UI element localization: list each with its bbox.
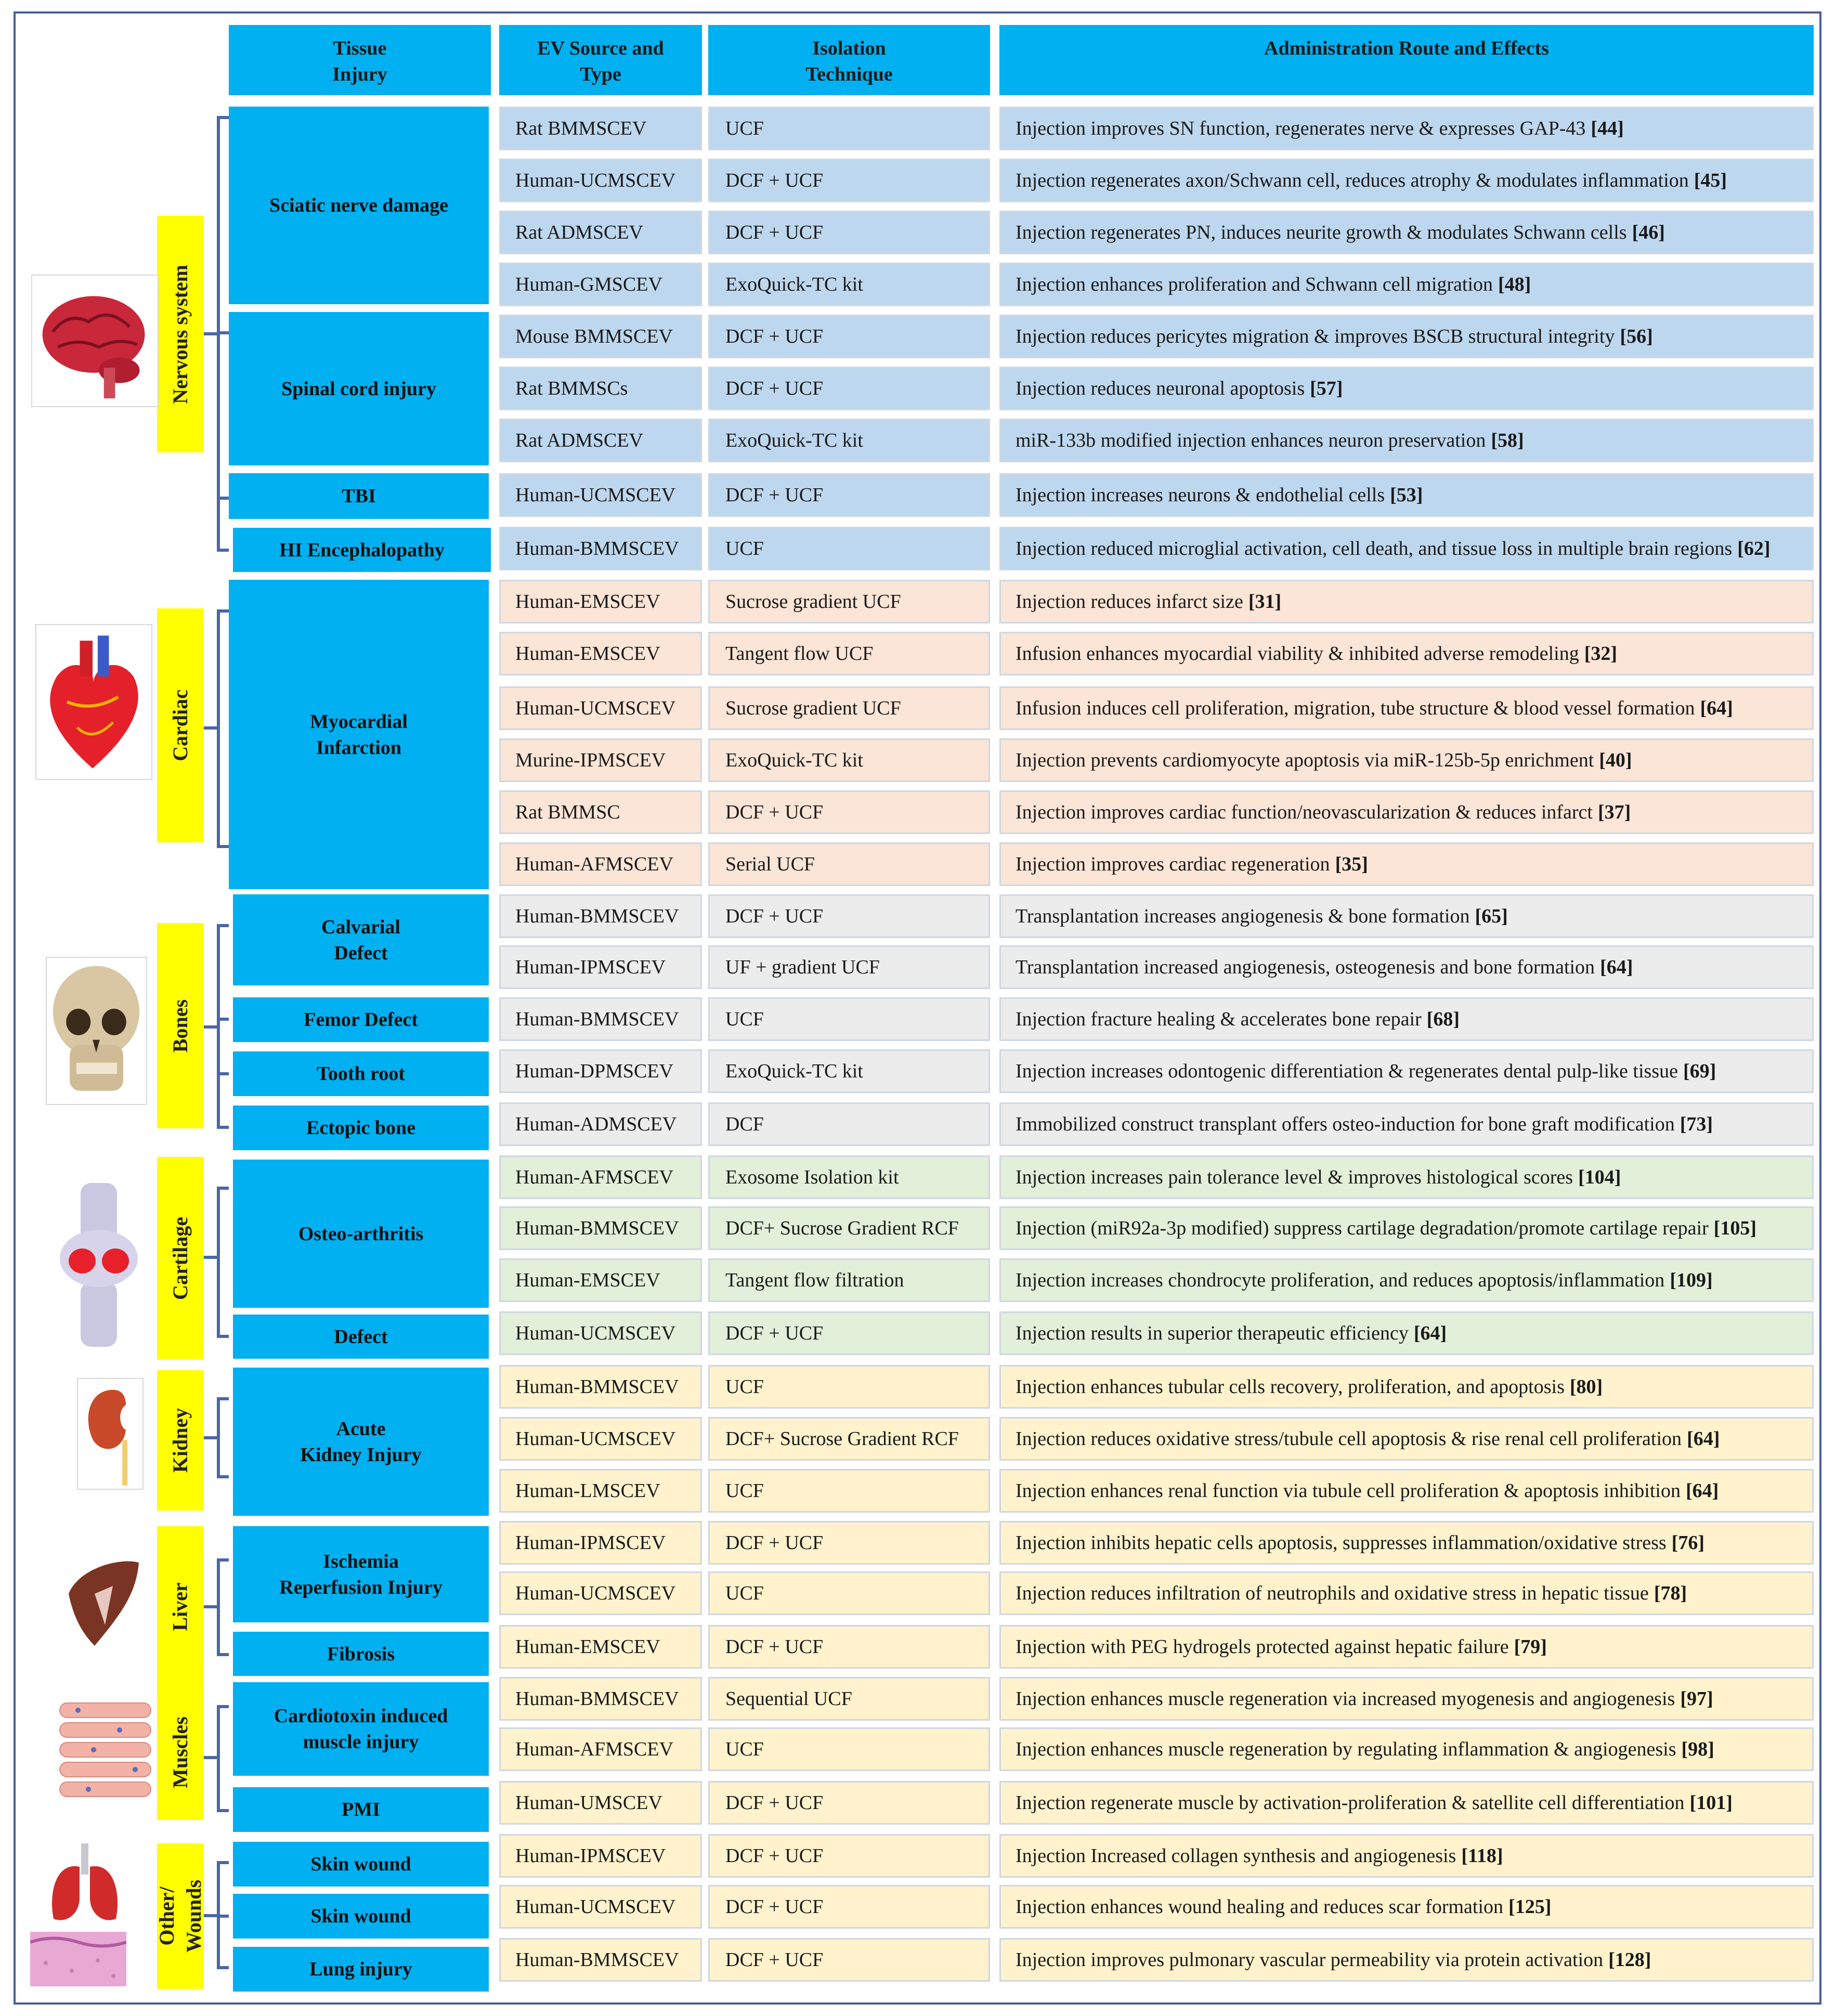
system-label-muscles: Muscles bbox=[157, 1685, 204, 1820]
ev-source-cell: Human-AFMSCEV bbox=[499, 1727, 702, 1771]
reference-number: [69] bbox=[1683, 1060, 1716, 1082]
reference-number: [78] bbox=[1654, 1582, 1687, 1604]
isolation-technique-cell: DCF + UCF bbox=[708, 315, 990, 358]
system-label-other-wounds: Other/ Wounds bbox=[157, 1843, 204, 1989]
reference-number: [62] bbox=[1737, 538, 1771, 560]
ev-source-cell: Rat BMMSC bbox=[499, 790, 702, 834]
ev-source-cell: Human-AFMSCEV bbox=[499, 1155, 702, 1199]
liver-icon bbox=[63, 1547, 144, 1656]
muscle-fibers-icon bbox=[57, 1698, 153, 1807]
isolation-technique-cell: Tangent flow UCF bbox=[708, 632, 990, 675]
administration-effect-cell: Injection reduces oxidative stress/tubule cell apoptosis & rise renal cell proliferation [64] bbox=[999, 1417, 1814, 1461]
reference-number: [64] bbox=[1600, 956, 1633, 978]
reference-number: [64] bbox=[1687, 1428, 1720, 1450]
reference-number: [97] bbox=[1680, 1688, 1713, 1710]
reference-number: [48] bbox=[1498, 274, 1531, 295]
ev-source-cell: Human-BMMSCEV bbox=[499, 997, 702, 1041]
reference-number: [125] bbox=[1508, 1896, 1552, 1918]
reference-number: [53] bbox=[1390, 484, 1423, 506]
header-administration-effects: Administration Route and Effects bbox=[999, 25, 1814, 95]
isolation-technique-cell: Tangent flow filtration bbox=[708, 1258, 990, 1302]
reference-number: [32] bbox=[1584, 643, 1618, 665]
ev-source-cell: Mouse BMMSCEV bbox=[499, 315, 702, 358]
reference-number: [64] bbox=[1685, 1480, 1719, 1502]
ev-source-cell: Human-UCMSCEV bbox=[499, 473, 702, 517]
system-label-nervous: Nervous system bbox=[157, 216, 204, 452]
tissue-cardiotoxin-muscle-injury: Cardiotoxin induced muscle injury bbox=[233, 1682, 489, 1776]
isolation-technique-cell: Sequential UCF bbox=[708, 1677, 990, 1721]
ev-source-cell: Human-EMSCEV bbox=[499, 580, 702, 623]
reference-number: [37] bbox=[1597, 801, 1631, 823]
ev-source-cell: Human-UCMSCEV bbox=[499, 686, 702, 730]
ev-source-cell: Human-BMMSCEV bbox=[499, 1206, 702, 1250]
isolation-technique-cell: DCF + UCF bbox=[708, 1521, 990, 1565]
ev-source-cell: Human-UMSCEV bbox=[499, 1781, 702, 1825]
administration-effect-cell: Injection improves cardiac function/neovascularization & reduces infarct [37] bbox=[999, 790, 1814, 834]
kidney-icon bbox=[77, 1378, 144, 1490]
reference-number: [73] bbox=[1680, 1113, 1713, 1135]
tissue-ischemia-reperfusion-injury: Ischemia Reperfusion Injury bbox=[233, 1526, 489, 1622]
isolation-technique-cell: UCF bbox=[708, 107, 990, 150]
reference-number: [56] bbox=[1620, 326, 1653, 347]
administration-effect-cell: Transplantation increases angiogenesis & bone formation [65] bbox=[999, 894, 1814, 938]
isolation-technique-cell: ExoQuick-TC kit bbox=[708, 419, 990, 462]
reference-number: [64] bbox=[1700, 697, 1733, 719]
tissue-femor-defect: Femor Defect bbox=[233, 997, 489, 1042]
administration-effect-cell: Injection enhances proliferation and Schwann cell migration [48] bbox=[999, 263, 1814, 306]
ev-source-cell: Human-UCMSCEV bbox=[499, 1311, 702, 1355]
ev-source-cell: Human-EMSCEV bbox=[499, 1258, 702, 1302]
reference-number: [58] bbox=[1491, 430, 1524, 451]
reference-number: [40] bbox=[1599, 749, 1632, 771]
administration-effect-cell: Injection increases odontogenic differentiation & regenerates dental pulp-like tissue [69] bbox=[999, 1049, 1814, 1093]
administration-effect-cell: Injection increases pain tolerance level & improves histological scores [104] bbox=[999, 1155, 1814, 1199]
reference-number: [35] bbox=[1335, 853, 1368, 875]
administration-effect-cell: Injection regenerate muscle by activation-proliferation & satellite cell differentiation [101] bbox=[999, 1781, 1814, 1825]
isolation-technique-cell: Sucrose gradient UCF bbox=[708, 686, 990, 730]
administration-effect-cell: Injection regenerates axon/Schwann cell, reduces atrophy & modulates inflammation [45] bbox=[999, 159, 1814, 202]
ev-source-cell: Human-BMMSCEV bbox=[499, 1365, 702, 1409]
isolation-technique-cell: DCF+ Sucrose Gradient RCF bbox=[708, 1417, 990, 1461]
ev-source-cell: Human-UCMSCEV bbox=[499, 1885, 702, 1929]
tissue-lung-injury: Lung injury bbox=[233, 1947, 489, 1992]
ev-source-cell: Human-LMSCEV bbox=[499, 1469, 702, 1513]
reference-number: [128] bbox=[1608, 1949, 1651, 1971]
ev-source-cell: Human-ADMSCEV bbox=[499, 1102, 702, 1146]
ev-source-cell: Human-GMSCEV bbox=[499, 263, 702, 306]
administration-effect-cell: Injection increases chondrocyte proliferation, and reduces apoptosis/inflammation [109] bbox=[999, 1258, 1814, 1302]
tissue-tbi: TBI bbox=[229, 473, 489, 519]
isolation-technique-cell: DCF + UCF bbox=[708, 367, 990, 410]
isolation-technique-cell: ExoQuick-TC kit bbox=[708, 738, 990, 782]
isolation-technique-cell: DCF + UCF bbox=[708, 1938, 990, 1982]
administration-effect-cell: Injection enhances muscle regeneration by regulating inflammation & angiogenesis [98] bbox=[999, 1727, 1814, 1771]
administration-effect-cell: miR-133b modified injection enhances neuron preservation [58] bbox=[999, 419, 1814, 462]
administration-effect-cell: Injection results in superior therapeutic efficiency [64] bbox=[999, 1311, 1814, 1355]
reference-number: [46] bbox=[1632, 222, 1665, 243]
isolation-technique-cell: DCF+ Sucrose Gradient RCF bbox=[708, 1206, 990, 1250]
header-ev-source: EV Source and Type bbox=[499, 25, 702, 95]
isolation-technique-cell: DCF + UCF bbox=[708, 159, 990, 202]
tissue-sciatic-nerve-damage: Sciatic nerve damage bbox=[229, 107, 489, 304]
tissue-calvarial-defect: Calvarial Defect bbox=[233, 894, 489, 985]
reference-number: [68] bbox=[1426, 1008, 1460, 1030]
reference-number: [64] bbox=[1413, 1322, 1447, 1344]
tissue-defect: Defect bbox=[233, 1315, 489, 1359]
skin-tissue-icon bbox=[30, 1932, 126, 1986]
isolation-technique-cell: UCF bbox=[708, 1727, 990, 1771]
tissue-acute-kidney-injury: Acute Kidney Injury bbox=[233, 1368, 489, 1516]
ev-source-cell: Human-BMMSCEV bbox=[499, 527, 702, 570]
tissue-hi-encephalopathy: HI Encephalopathy bbox=[233, 528, 491, 572]
administration-effect-cell: Injection reduces infarct size [31] bbox=[999, 580, 1814, 623]
administration-effect-cell: Injection prevents cardiomyocyte apoptosis via miR-125b-5p enrichment [40] bbox=[999, 738, 1814, 782]
isolation-technique-cell: Serial UCF bbox=[708, 842, 990, 886]
reference-number: [57] bbox=[1310, 378, 1343, 399]
reference-number: [104] bbox=[1578, 1166, 1621, 1188]
ev-source-cell: Rat ADMSCEV bbox=[499, 211, 702, 254]
isolation-technique-cell: UCF bbox=[708, 1571, 990, 1615]
administration-effect-cell: Transplantation increased angiogenesis, osteogenesis and bone formation [64] bbox=[999, 945, 1814, 989]
brain-icon bbox=[31, 275, 159, 407]
administration-effect-cell: Injection reduced microglial activation, cell death, and tissue loss in multiple brain regions [62] bbox=[999, 527, 1814, 570]
isolation-technique-cell: UCF bbox=[708, 1469, 990, 1513]
administration-effect-cell: Injection reduces pericytes migration & improves BSCB structural integrity [56] bbox=[999, 315, 1814, 358]
isolation-technique-cell: ExoQuick-TC kit bbox=[708, 1049, 990, 1093]
reference-number: [105] bbox=[1713, 1217, 1756, 1239]
administration-effect-cell: Injection Increased collagen synthesis and angiogenesis [118] bbox=[999, 1834, 1814, 1878]
lungs-icon bbox=[46, 1841, 124, 1927]
administration-effect-cell: Injection enhances tubular cells recovery, proliferation, and apoptosis [80] bbox=[999, 1365, 1814, 1409]
ev-source-cell: Rat ADMSCEV bbox=[499, 419, 702, 462]
administration-effect-cell: Injection fracture healing & accelerates bone repair [68] bbox=[999, 997, 1814, 1041]
tissue-pmi: PMI bbox=[233, 1787, 489, 1832]
ev-source-cell: Human-UCMSCEV bbox=[499, 159, 702, 202]
knee-icon bbox=[57, 1178, 140, 1352]
ev-source-cell: Human-BMMSCEV bbox=[499, 894, 702, 938]
reference-number: [76] bbox=[1671, 1532, 1704, 1554]
reference-number: [118] bbox=[1461, 1845, 1503, 1867]
tissue-skin-wound-2: Skin wound bbox=[233, 1894, 489, 1939]
administration-effect-cell: Injection with PEG hydrogels protected against hepatic failure [79] bbox=[999, 1625, 1814, 1669]
system-label-cartilage: Cartilage bbox=[157, 1157, 204, 1360]
administration-effect-cell: Injection enhances muscle regeneration via increased myogenesis and angiogenesis [97] bbox=[999, 1677, 1814, 1721]
administration-effect-cell: Injection enhances wound healing and reduces scar formation [125] bbox=[999, 1885, 1814, 1929]
tissue-osteo-arthritis: Osteo-arthritis bbox=[233, 1160, 489, 1308]
header-tissue-injury: Tissue Injury bbox=[229, 25, 491, 95]
isolation-technique-cell: DCF + UCF bbox=[708, 1834, 990, 1878]
isolation-technique-cell: DCF + UCF bbox=[708, 894, 990, 938]
isolation-technique-cell: DCF + UCF bbox=[708, 1781, 990, 1825]
administration-effect-cell: Injection reduces neuronal apoptosis [57] bbox=[999, 367, 1814, 410]
isolation-technique-cell: DCF + UCF bbox=[708, 473, 990, 517]
administration-effect-cell: Injection improves SN function, regenerates nerve & expresses GAP-43 [44] bbox=[999, 107, 1814, 150]
reference-number: [79] bbox=[1514, 1636, 1547, 1658]
system-label-cardiac: Cardiac bbox=[157, 608, 204, 842]
isolation-technique-cell: UF + gradient UCF bbox=[708, 945, 990, 989]
skull-icon bbox=[46, 957, 147, 1105]
reference-number: [80] bbox=[1569, 1376, 1603, 1398]
isolation-technique-cell: DCF bbox=[708, 1102, 990, 1146]
ev-source-cell: Human-IPMSCEV bbox=[499, 1834, 702, 1878]
tissue-tooth-root: Tooth root bbox=[233, 1051, 489, 1096]
administration-effect-cell: Injection improves cardiac regeneration [35] bbox=[999, 842, 1814, 886]
administration-effect-cell: Injection improves pulmonary vascular permeability via protein activation [128] bbox=[999, 1938, 1814, 1982]
heart-icon bbox=[35, 624, 152, 780]
ev-source-cell: Human-IPMSCEV bbox=[499, 945, 702, 989]
isolation-technique-cell: Sucrose gradient UCF bbox=[708, 580, 990, 623]
isolation-technique-cell: ExoQuick-TC kit bbox=[708, 263, 990, 306]
administration-effect-cell: Infusion enhances myocardial viability & inhibited adverse remodeling [32] bbox=[999, 632, 1814, 675]
ev-source-cell: Human-BMMSCEV bbox=[499, 1938, 702, 1982]
administration-effect-cell: Injection regenerates PN, induces neurite growth & modulates Schwann cells [46] bbox=[999, 211, 1814, 254]
ev-source-cell: Human-DPMSCEV bbox=[499, 1049, 702, 1093]
tissue-spinal-cord-injury: Spinal cord injury bbox=[229, 312, 489, 465]
administration-effect-cell: Infusion induces cell proliferation, migration, tube structure & blood vessel formation [64] bbox=[999, 686, 1814, 730]
ev-source-cell: Human-BMMSCEV bbox=[499, 1677, 702, 1721]
tissue-myocardial-infarction: Myocardial Infarction bbox=[229, 580, 489, 889]
tissue-skin-wound-1: Skin wound bbox=[233, 1842, 489, 1887]
reference-number: [98] bbox=[1681, 1738, 1714, 1760]
header-isolation-technique: Isolation Technique bbox=[708, 25, 990, 95]
ev-source-cell: Rat BMMSCs bbox=[499, 367, 702, 410]
isolation-technique-cell: DCF + UCF bbox=[708, 1625, 990, 1669]
isolation-technique-cell: DCF + UCF bbox=[708, 211, 990, 254]
isolation-technique-cell: UCF bbox=[708, 527, 990, 570]
ev-source-cell: Human-UCMSCEV bbox=[499, 1417, 702, 1461]
administration-effect-cell: Immobilized construct transplant offers osteo-induction for bone graft modification [73] bbox=[999, 1102, 1814, 1146]
administration-effect-cell: Injection reduces infiltration of neutrophils and oxidative stress in hepatic tissue [78] bbox=[999, 1571, 1814, 1615]
system-label-bones: Bones bbox=[157, 923, 204, 1128]
system-label-liver: Liver bbox=[157, 1526, 204, 1687]
administration-effect-cell: Injection enhances renal function via tubule cell proliferation & apoptosis inhibition [64] bbox=[999, 1469, 1814, 1513]
ev-source-cell: Human-IPMSCEV bbox=[499, 1521, 702, 1565]
reference-number: [101] bbox=[1689, 1792, 1733, 1814]
ev-source-cell: Human-AFMSCEV bbox=[499, 842, 702, 886]
ev-source-cell: Human-UCMSCEV bbox=[499, 1571, 702, 1615]
reference-number: [109] bbox=[1670, 1269, 1713, 1291]
tissue-ectopic-bone: Ectopic bone bbox=[233, 1105, 489, 1150]
ev-source-cell: Human-EMSCEV bbox=[499, 632, 702, 675]
system-label-kidney: Kidney bbox=[157, 1370, 204, 1511]
reference-number: [45] bbox=[1694, 170, 1727, 191]
ev-source-cell: Rat BMMSCEV bbox=[499, 107, 702, 150]
ev-source-cell: Murine-IPMSCEV bbox=[499, 738, 702, 782]
isolation-technique-cell: Exosome Isolation kit bbox=[708, 1155, 990, 1199]
administration-effect-cell: Injection (miR92a-3p modified) suppress cartilage degradation/promote cartilage repair [105] bbox=[999, 1206, 1814, 1250]
administration-effect-cell: Injection inhibits hepatic cells apoptosis, suppresses inflammation/oxidative stress [76] bbox=[999, 1521, 1814, 1565]
ev-source-cell: Human-EMSCEV bbox=[499, 1625, 702, 1669]
tissue-fibrosis: Fibrosis bbox=[233, 1632, 489, 1676]
reference-number: [65] bbox=[1475, 905, 1508, 927]
reference-number: [31] bbox=[1248, 591, 1282, 613]
isolation-technique-cell: DCF + UCF bbox=[708, 1885, 990, 1929]
isolation-technique-cell: UCF bbox=[708, 1365, 990, 1409]
isolation-technique-cell: UCF bbox=[708, 997, 990, 1041]
isolation-technique-cell: DCF + UCF bbox=[708, 1311, 990, 1355]
reference-number: [44] bbox=[1591, 118, 1624, 139]
isolation-technique-cell: DCF + UCF bbox=[708, 790, 990, 834]
administration-effect-cell: Injection increases neurons & endothelial cells [53] bbox=[999, 473, 1814, 517]
